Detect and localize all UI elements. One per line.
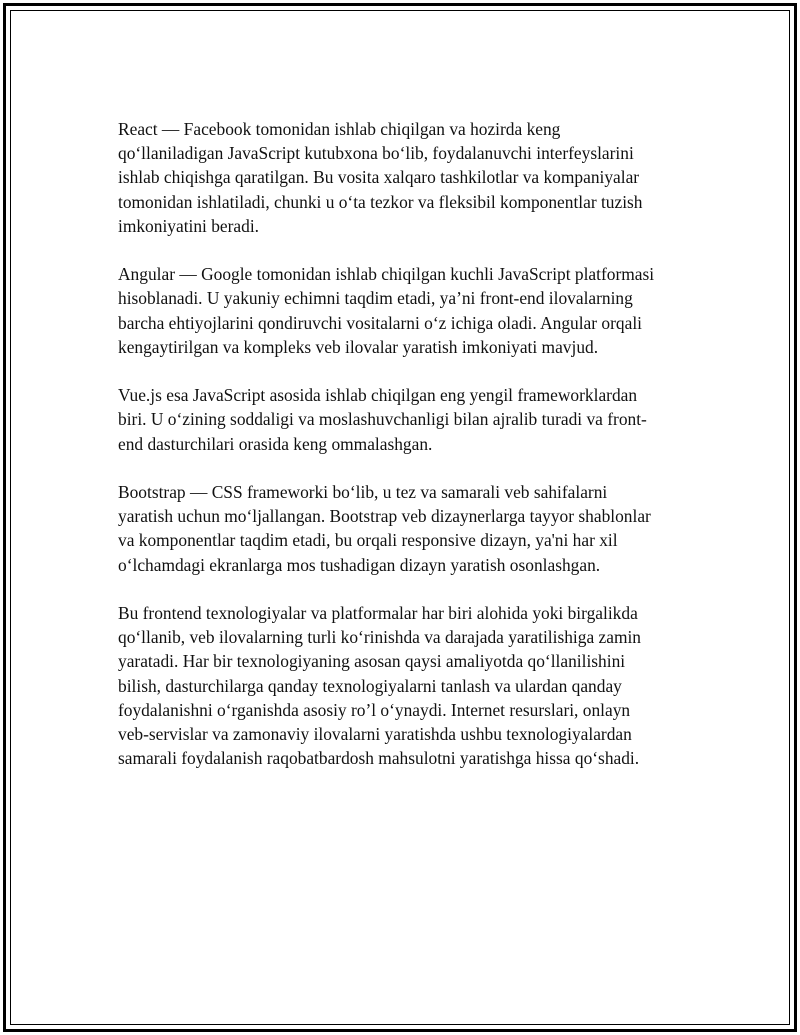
text-line: Angular — Google tomonidan ishlab chiqilgan kuchli JavaScript platformasi [118, 264, 655, 285]
text-line: Vue.js esa JavaScript asosida ishlab chiqilgan eng yengil frameworklardan [118, 385, 638, 406]
text-line: veb-servislar va zamonaviy ilovalarni yaratishda ushbu texnologiyalardan [118, 724, 632, 745]
text-line: va komponentlar taqdim etadi, bu orqali responsive dizayn, ya'ni har xil [118, 530, 618, 551]
text-line: yaratadi. Har bir texnologiyaning asosan qaysi amaliyotda qo‘llanilishini [118, 651, 626, 672]
text-line: React — Facebook tomonidan ishlab chiqilgan va hozirda keng [118, 119, 561, 139]
text-line: end dasturchilari orasida keng ommalashgan. [118, 433, 433, 454]
text-line: Bootstrap — CSS frameworki bo‘lib, u tez va samarali veb sahifalarni [118, 482, 608, 502]
text-line: bilish, dasturchilarga qanday texnologiyalarni tanlash va ulardan qanday [118, 675, 622, 696]
paragraph-bootstrap [118, 480, 688, 577]
text-line: hisoblanadi. U yakuniy echimni taqdim etadi, ya’ni front-end ilovalarning [118, 288, 633, 309]
paragraph-angular [118, 262, 688, 359]
text-line: foydalanishni o‘rganishda asosiy ro’l o‘ynaydi. Internet resurslari, onlayn [118, 699, 631, 720]
text-line: biri. U o‘zining soddaligi va moslashuvchanligi bilan ajralib turadi va front- [118, 409, 647, 430]
paragraph-vuejs [118, 383, 688, 456]
text-line: o‘lchamdagi ekranlarga mos tushadigan dizayn yaratish osonlashgan. [118, 554, 601, 575]
text-line: samarali foydalanish raqobatbardosh mahsulotni yaratishga hissa qo‘shadi. [118, 748, 640, 769]
text-line: imkoniyatini beradi. [118, 215, 260, 236]
text-line: barcha ehtiyojlarini qondiruvchi vositalarni o‘z ichiga oladi. Angular orqali [118, 312, 642, 333]
text-line: yaratish uchun mo‘ljallangan. Bootstrap veb dizaynerlarga tayyor shablonlar [118, 506, 651, 527]
paragraph-summary [118, 601, 688, 770]
text-line: Bu frontend texnologiyalar va platformalar har biri alohida yoki birgalikda [118, 603, 638, 623]
text-line: ishlab chiqishga qaratilgan. Bu vosita xalqaro tashkilotlar va kompaniyalar [118, 167, 640, 188]
text-line: kengaytirilgan va kompleks veb ilovalar yaratish imkoniyati mavjud. [118, 336, 599, 357]
text-line: tomonidan ishlatiladi, chunki u o‘ta tezkor va fleksibil komponentlar tuzish [118, 191, 643, 212]
paragraph-react [118, 117, 688, 238]
document-body [118, 117, 688, 795]
text-line: qo‘llanib, veb ilovalarning turli ko‘rinishda va darajada yaratilishiga zamin [118, 627, 642, 648]
text-line: qo‘llaniladigan JavaScript kutubxona bo‘lib, foydalanuvchi interfeyslarini [118, 143, 634, 164]
